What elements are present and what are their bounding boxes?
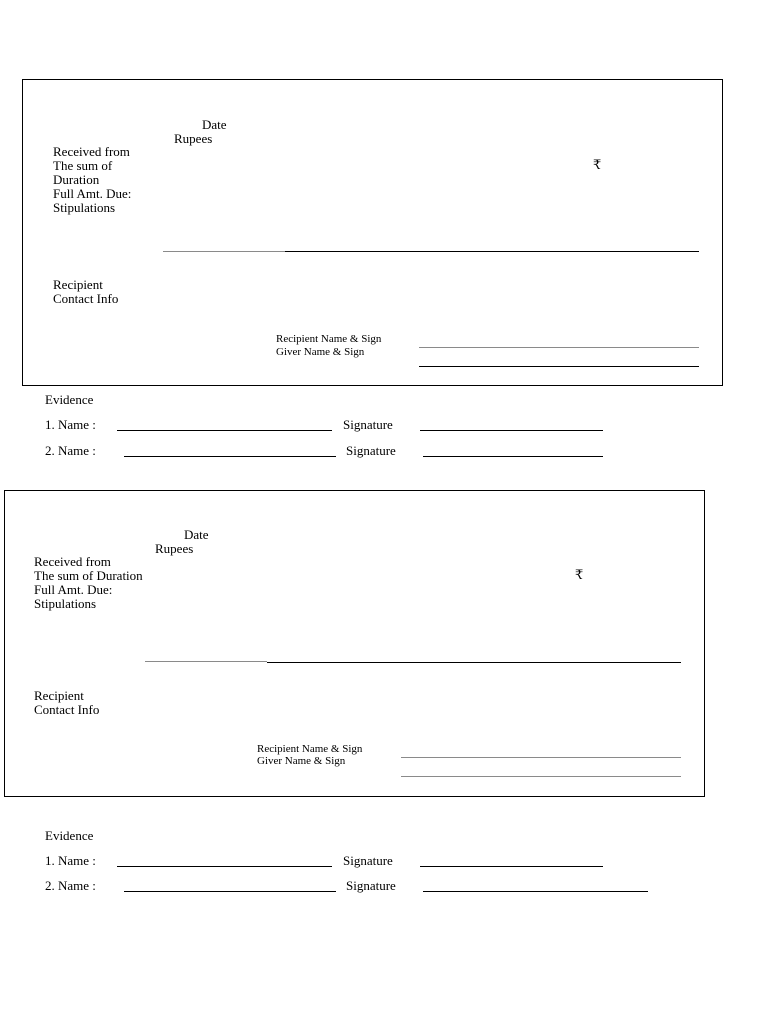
full-amount-due-label: Full Amt. Due: (53, 186, 132, 201)
rupee-symbol: ₹ (593, 157, 602, 172)
sum-label: The sum of (53, 158, 113, 173)
witness2-signature-label: Signature (346, 878, 396, 893)
witness1-name-line (117, 866, 332, 867)
date-label: Date (184, 527, 209, 542)
contact-info-label: Contact Info (53, 291, 119, 306)
giver-sign-line (401, 776, 681, 777)
sum-duration-label: The sum of Duration (34, 568, 143, 583)
witness1-name-label: 1. Name : (45, 853, 96, 868)
evidence-title: Evidence (45, 828, 94, 843)
stipulations-line (285, 251, 699, 252)
rupee-symbol: ₹ (575, 567, 584, 582)
recipient-sign-label: Recipient Name & Sign (276, 333, 382, 345)
evidence-title: Evidence (45, 392, 94, 407)
witness2-signature-label: Signature (346, 443, 396, 458)
recipient-label: Recipient (34, 688, 84, 703)
contact-info-label: Contact Info (34, 702, 100, 717)
recipient-sign-line (419, 347, 699, 348)
witness2-signature-line (423, 891, 648, 892)
received-from-label: Received from (34, 554, 111, 569)
rupees-label: Rupees (155, 541, 194, 556)
witness1-signature-line (420, 430, 603, 431)
giver-sign-line (419, 366, 699, 367)
recipient-sign-label: Recipient Name & Sign (257, 743, 363, 755)
witness2-signature-line (423, 456, 603, 457)
stipulations-line-left (145, 661, 267, 662)
stipulations-line-left (163, 251, 285, 252)
witness2-name-label: 2. Name : (45, 878, 96, 893)
witness1-signature-line (420, 866, 603, 867)
witness2-name-label: 2. Name : (45, 443, 96, 458)
stipulations-label: Stipulations (53, 200, 116, 215)
giver-sign-label: Giver Name & Sign (276, 346, 365, 358)
witness1-name-line (117, 430, 332, 431)
witness2-name-line (124, 456, 336, 457)
stipulations-label: Stipulations (34, 596, 97, 611)
stipulations-line (267, 662, 681, 663)
witness2-name-line (124, 891, 336, 892)
duration-label: Duration (53, 172, 100, 187)
witness1-name-label: 1. Name : (45, 417, 96, 432)
rupees-label: Rupees (174, 131, 213, 146)
recipient-sign-line (401, 757, 681, 758)
recipient-label: Recipient (53, 277, 103, 292)
witness1-signature-label: Signature (343, 853, 393, 868)
received-from-label: Received from (53, 144, 130, 159)
full-amount-due-label: Full Amt. Due: (34, 582, 113, 597)
giver-sign-label: Giver Name & Sign (257, 755, 346, 767)
date-label: Date (202, 117, 227, 132)
witness1-signature-label: Signature (343, 417, 393, 432)
